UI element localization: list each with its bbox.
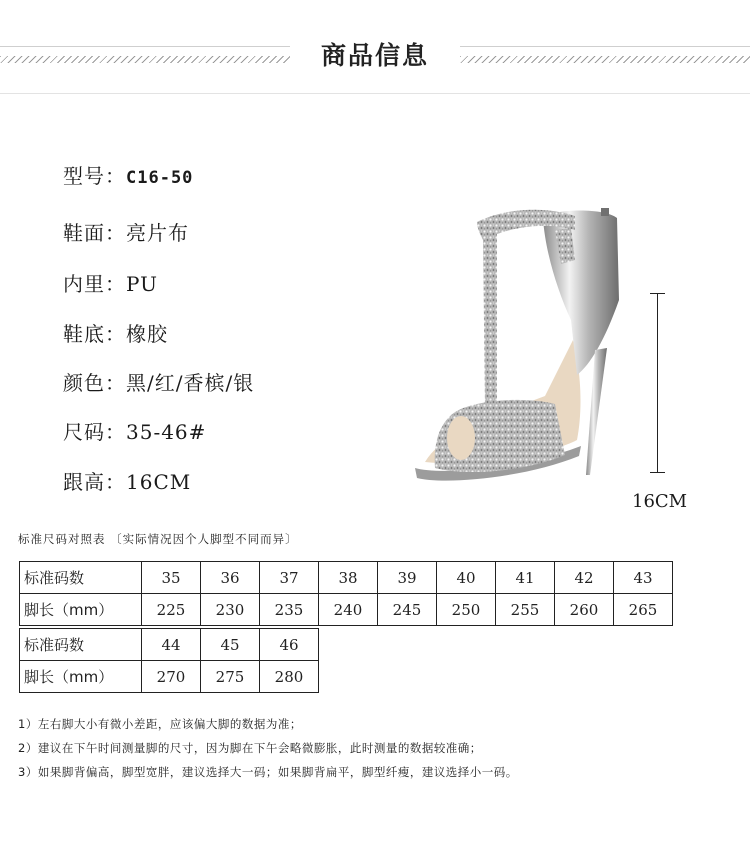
length-cell: 270 bbox=[142, 661, 201, 693]
length-cell: 260 bbox=[555, 594, 614, 626]
measure-label: 16CM bbox=[632, 491, 688, 512]
spec-label: 型号： bbox=[63, 164, 126, 188]
length-cell: 235 bbox=[260, 594, 319, 626]
spec-value: 35-46# bbox=[126, 420, 207, 444]
size-cell: 36 bbox=[201, 562, 260, 594]
size-cell: 35 bbox=[142, 562, 201, 594]
spec-label: 鞋面： bbox=[63, 221, 126, 245]
note-item: 3）如果脚背偏高，脚型宽胖，建议选择大一码；如果脚背扁平，脚型纤瘦，建议选择小一码。 bbox=[18, 765, 518, 779]
header-bottom-rule bbox=[0, 93, 750, 94]
measure-line bbox=[657, 293, 658, 472]
spec-heel-height bbox=[63, 466, 191, 495]
header-rule-left bbox=[0, 46, 290, 47]
product-shoe-image bbox=[405, 200, 645, 490]
size-chart-caption: 标准尺码对照表 〔实际情况因个人脚型不同而异〕 bbox=[18, 532, 298, 546]
spec-size bbox=[63, 416, 206, 445]
spec-label: 颜色： bbox=[63, 371, 126, 395]
length-cell: 245 bbox=[378, 594, 437, 626]
row-label: 脚长（mm） bbox=[20, 594, 142, 626]
size-chart-table-2 bbox=[19, 628, 319, 693]
size-chart-table-1 bbox=[19, 561, 673, 626]
spec-color bbox=[63, 367, 254, 396]
size-cell: 46 bbox=[260, 629, 319, 661]
row-label: 标准码数 bbox=[20, 562, 142, 594]
note-item: 2）建议在下午时间测量脚的尺寸，因为脚在下午会略微膨胀，此时测量的数据较准确； bbox=[18, 741, 482, 755]
table-row bbox=[20, 594, 673, 626]
length-cell: 275 bbox=[201, 661, 260, 693]
spec-value: 橡胶 bbox=[126, 322, 168, 346]
spec-label: 鞋底： bbox=[63, 322, 126, 346]
size-cell: 44 bbox=[142, 629, 201, 661]
header-rule-right bbox=[460, 46, 750, 47]
length-cell: 225 bbox=[142, 594, 201, 626]
size-cell: 41 bbox=[496, 562, 555, 594]
table-row bbox=[20, 661, 319, 693]
note-item: 1）左右脚大小有微小差距，应该偏大脚的数据为准； bbox=[18, 717, 302, 731]
measure-tick-bottom bbox=[650, 472, 665, 473]
spec-value: PU bbox=[126, 272, 158, 296]
spec-sole bbox=[63, 318, 168, 347]
size-cell: 40 bbox=[437, 562, 496, 594]
length-cell: 265 bbox=[614, 594, 673, 626]
size-cell: 37 bbox=[260, 562, 319, 594]
size-cell: 39 bbox=[378, 562, 437, 594]
header-hatch-left bbox=[0, 56, 290, 63]
spec-value: 亮片布 bbox=[126, 221, 189, 245]
spec-label: 内里： bbox=[63, 272, 126, 296]
spec-model bbox=[63, 160, 193, 189]
size-cell: 45 bbox=[201, 629, 260, 661]
size-cell: 42 bbox=[555, 562, 614, 594]
table-row bbox=[20, 562, 673, 594]
length-cell: 255 bbox=[496, 594, 555, 626]
spec-value: 16CM bbox=[126, 470, 192, 494]
row-label: 标准码数 bbox=[20, 629, 142, 661]
length-cell: 280 bbox=[260, 661, 319, 693]
spec-label: 跟高： bbox=[63, 470, 126, 494]
spec-value: C16-50 bbox=[126, 168, 194, 188]
header-hatch-right bbox=[460, 56, 750, 63]
page-title: 商品信息 bbox=[320, 41, 429, 70]
length-cell: 250 bbox=[437, 594, 496, 626]
length-cell: 230 bbox=[201, 594, 260, 626]
spec-lining bbox=[63, 268, 158, 297]
size-cell: 43 bbox=[614, 562, 673, 594]
spec-value: 黑/红/香槟/银 bbox=[126, 371, 255, 395]
table-row bbox=[20, 629, 319, 661]
size-cell: 38 bbox=[319, 562, 378, 594]
row-label: 脚长（mm） bbox=[20, 661, 142, 693]
spec-upper bbox=[63, 217, 189, 246]
length-cell: 240 bbox=[319, 594, 378, 626]
spec-label: 尺码： bbox=[63, 420, 126, 444]
